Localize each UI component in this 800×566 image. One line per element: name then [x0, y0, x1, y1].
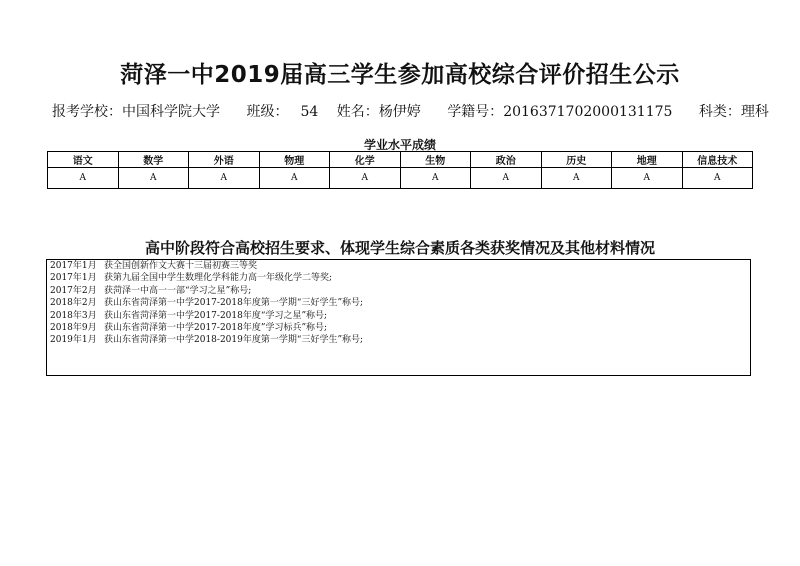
award-text: 获山东省菏泽第一中学2018-2019年度第一学期“三好学生”称号;	[104, 335, 364, 346]
subject-header: 化学	[330, 152, 401, 168]
award-text: 获山东省菏泽第一中学2017-2018年度”学习标兵”称号;	[104, 322, 328, 333]
award-text: 获菏泽一中高一一部“学习之星”称号;	[104, 285, 252, 296]
award-date: 2018年2月	[50, 298, 97, 309]
award-text: 获山东省菏泽第一中学2017-2018年度第一学期“三好学生”称号;	[104, 298, 364, 309]
student-id-value: 2016371702000131175	[503, 104, 673, 120]
award-text: 获山东省菏泽第一中学2017-2018年度“学习之星”称号;	[104, 310, 328, 321]
subject-header: 地理	[612, 152, 683, 168]
award-date: 2017年1月	[50, 273, 97, 284]
page-title: 菏泽一中2019届高三学生参加高校综合评价招生公示	[120, 62, 680, 88]
subject-type-label: 科类：	[698, 104, 741, 120]
grade-cell: A	[400, 168, 471, 189]
award-date: 2019年1月	[50, 335, 97, 346]
award-item	[47, 322, 750, 334]
student-id-label: 学籍号：	[447, 104, 504, 120]
scores-grade-row	[48, 168, 753, 189]
award-date: 2017年2月	[50, 285, 97, 296]
school-label: 报考学校：	[52, 104, 122, 120]
award-item	[47, 260, 750, 272]
awards-box	[46, 259, 751, 376]
award-text: 获全国创新作文大赛十三届初赛三等奖	[104, 261, 258, 271]
subject-header: 生物	[400, 152, 471, 168]
award-item	[47, 285, 750, 297]
subject-header: 物理	[259, 152, 330, 168]
student-info-line	[52, 101, 769, 123]
award-item	[47, 310, 750, 322]
subject-header: 历史	[541, 152, 612, 168]
award-date: 2018年9月	[50, 322, 97, 333]
grade-cell: A	[330, 168, 401, 189]
scores-caption: 学业水平成绩	[363, 138, 436, 152]
scores-header-row	[48, 152, 753, 168]
grade-cell: A	[612, 168, 683, 189]
award-date: 2018年3月	[50, 310, 97, 321]
grade-cell: A	[541, 168, 612, 189]
subject-header: 信息技术	[682, 152, 753, 168]
awards-heading: 高中阶段符合高校招生要求、体现学生综合素质各类获奖情况及其他材料情况	[144, 239, 655, 257]
grade-cell: A	[682, 168, 753, 189]
class-label: 班级：	[246, 104, 289, 120]
subject-header: 政治	[471, 152, 542, 168]
grade-cell: A	[48, 168, 119, 189]
school-value: 中国科学院大学	[122, 104, 220, 120]
grade-cell: A	[259, 168, 330, 189]
grade-cell: A	[471, 168, 542, 189]
award-item	[47, 334, 750, 346]
award-item	[47, 272, 750, 284]
subject-type-value: 理科	[740, 104, 769, 120]
name-value: 杨伊婷	[378, 104, 421, 120]
subject-header: 外语	[189, 152, 260, 168]
grade-cell: A	[118, 168, 189, 189]
scores-table	[47, 151, 753, 189]
award-item	[47, 297, 750, 309]
award-date: 2017年1月	[50, 261, 97, 271]
name-label: 姓名：	[336, 104, 379, 120]
subject-header: 语文	[48, 152, 119, 168]
award-text: 获第九届全国中学生数理化学科能力高一年级化学二等奖;	[104, 273, 333, 284]
class-value: 54	[300, 104, 319, 120]
grade-cell: A	[189, 168, 260, 189]
subject-header: 数学	[118, 152, 189, 168]
